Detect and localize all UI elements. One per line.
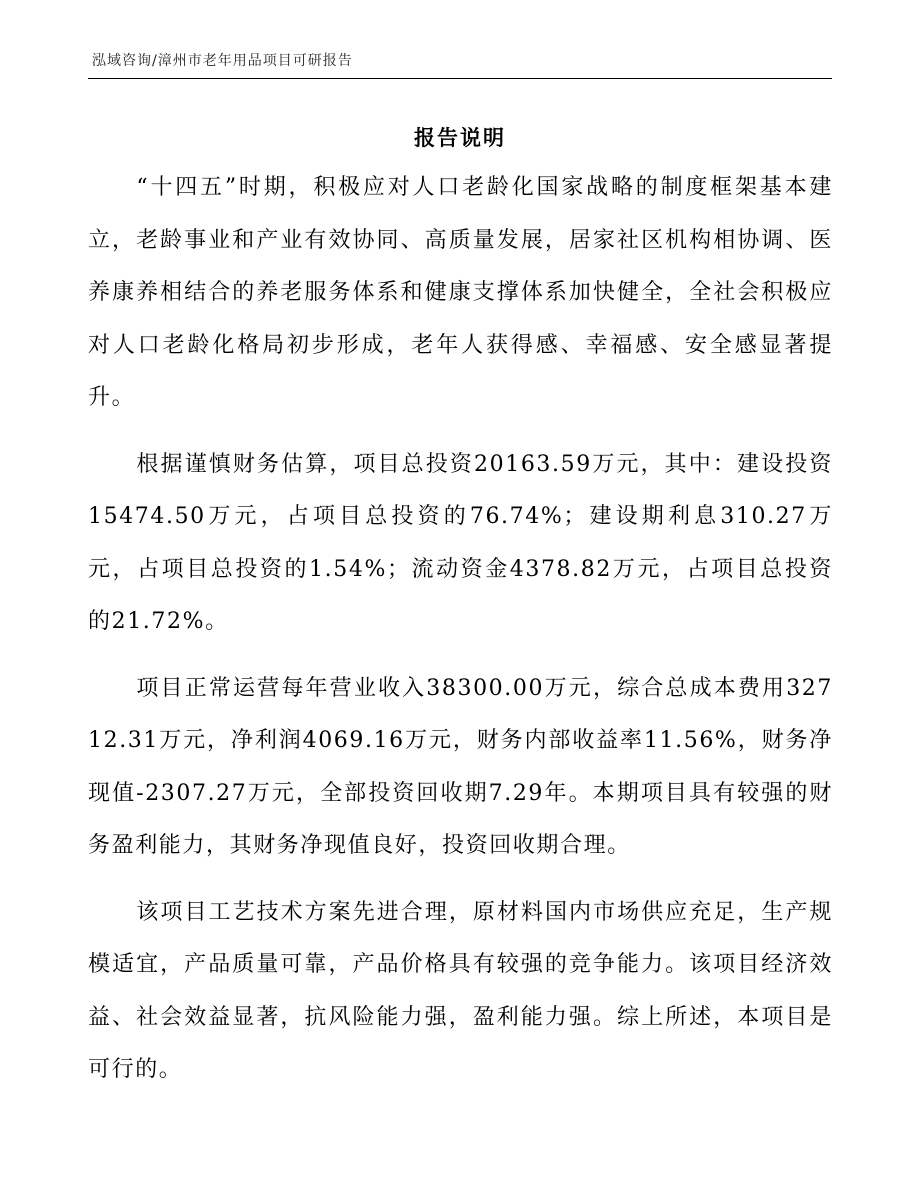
section-title: 报告说明 <box>414 126 506 150</box>
paragraph-conclusion: 该项目工艺技术方案先进合理，原材料国内市场供应充足，生产规模适宜，产品质量可靠，产品价格具有较强的竞争能力。该项目经济效益、社会效益显著，抗风险能力强，盈利能力强。综上所述，本项目是可行的。 <box>88 899 833 1082</box>
report-body <box>88 162 833 1111</box>
paragraph-policy-background: “十四五”时期，积极应对人口老龄化国家战略的制度框架基本建立，老龄事业和产业有效协同、高质量发展，居家社区机构相协调、医养康养相结合的养老服务体系和健康支撑体系加快健全，全社会积极应对人口老龄化格局初步形成，老年人获得感、幸福感、安全感显著提升。 <box>88 175 833 410</box>
header-divider <box>88 78 832 79</box>
paragraph-financial-indicators: 项目正常运营每年营业收入38300.00万元，综合总成本费用32712.31万元，净利润4069.16万元，财务内部收益率11.56%，财务净现值-2307.27万元，全部投资回收期7.29年。本期项目具有较强的财务盈利能力，其财务净现值良好，投资回收期合理。 <box>88 675 833 858</box>
paragraph-investment-estimate: 根据谨慎财务估算，项目总投资20163.59万元，其中：建设投资15474.50万元，占项目总投资的76.74%；建设期利息310.27万元，占项目总投资的1.54%；流动资金4378.82万元，占项目总投资的21.72%。 <box>88 451 833 634</box>
running-header: 泓域咨询/漳州市老年用品项目可研报告 <box>92 53 353 69</box>
